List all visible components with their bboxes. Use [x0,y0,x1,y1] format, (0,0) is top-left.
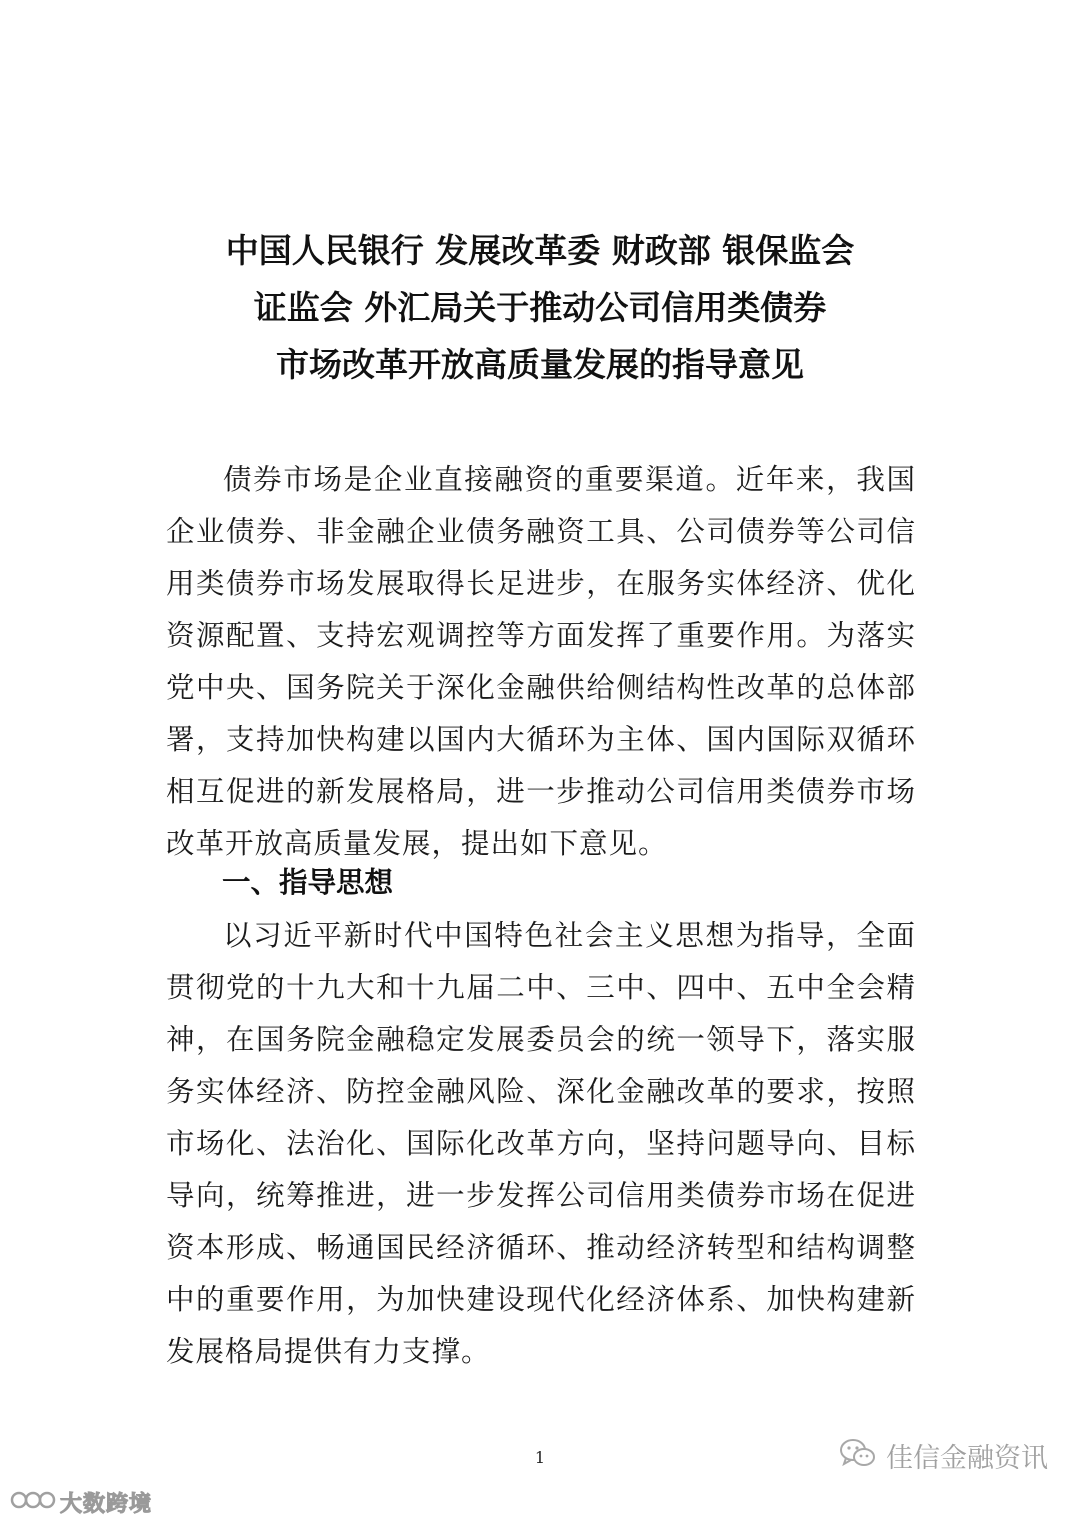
document-title [0,222,1080,393]
title-line-2: 证监会 外汇局关于推动公司信用类债券 [253,288,827,327]
paragraph-guiding-thought: 以习近平新时代中国特色社会主义思想为指导，全面贯彻党的十九大和十九届二中、三中、四中、五中全会精神，在国务院金融稳定发展委员会的统一领导下，落实服务实体经济、防控金融风险、深化金融改革的要求，按照市场化、法治化、国际化改革方向，坚持问题导向、目标导向，统筹推进，进一步发挥公司信用类债券市场在促进资本形成、畅通国民经济循环、推动经济转型和结构调整中的重要作用，为加快建设现代化经济体系、加快构建新发展格局提供有力支撑。 [166,919,916,1368]
title-line-3: 市场改革开放高质量发展的指导意见 [276,345,804,384]
watermark-wechat-account [838,1435,1048,1475]
section-heading-guiding-thought: 一、指导思想 [222,866,394,899]
title-line-1: 中国人民银行 发展改革委 财政部 银保监会 [225,231,855,270]
brand-logo-icon [10,1485,56,1519]
watermark-left-text: 大数跨境 [60,1491,153,1517]
page-number: 1 [534,1448,546,1467]
paragraph-intro: 债券市场是企业直接融资的重要渠道。近年来，我国企业债券、非金融企业债务融资工具、公司债券等公司信用类债券市场发展取得长足进步，在服务实体经济、优化资源配置、支持宏观调控等方面发挥了重要作用。为落实党中央、国务院关于深化金融供给侧结构性改革的总体部署，支持加快构建以国内大循环为主体、国内国际双循环相互促进的新发展格局，进一步推动公司信用类债券市场改革开放高质量发展，提出如下意见。 [166,463,916,860]
watermark-right-text: 佳信金融资讯 [886,1442,1048,1474]
wechat-icon [838,1437,876,1473]
watermark-brand [10,1484,152,1520]
